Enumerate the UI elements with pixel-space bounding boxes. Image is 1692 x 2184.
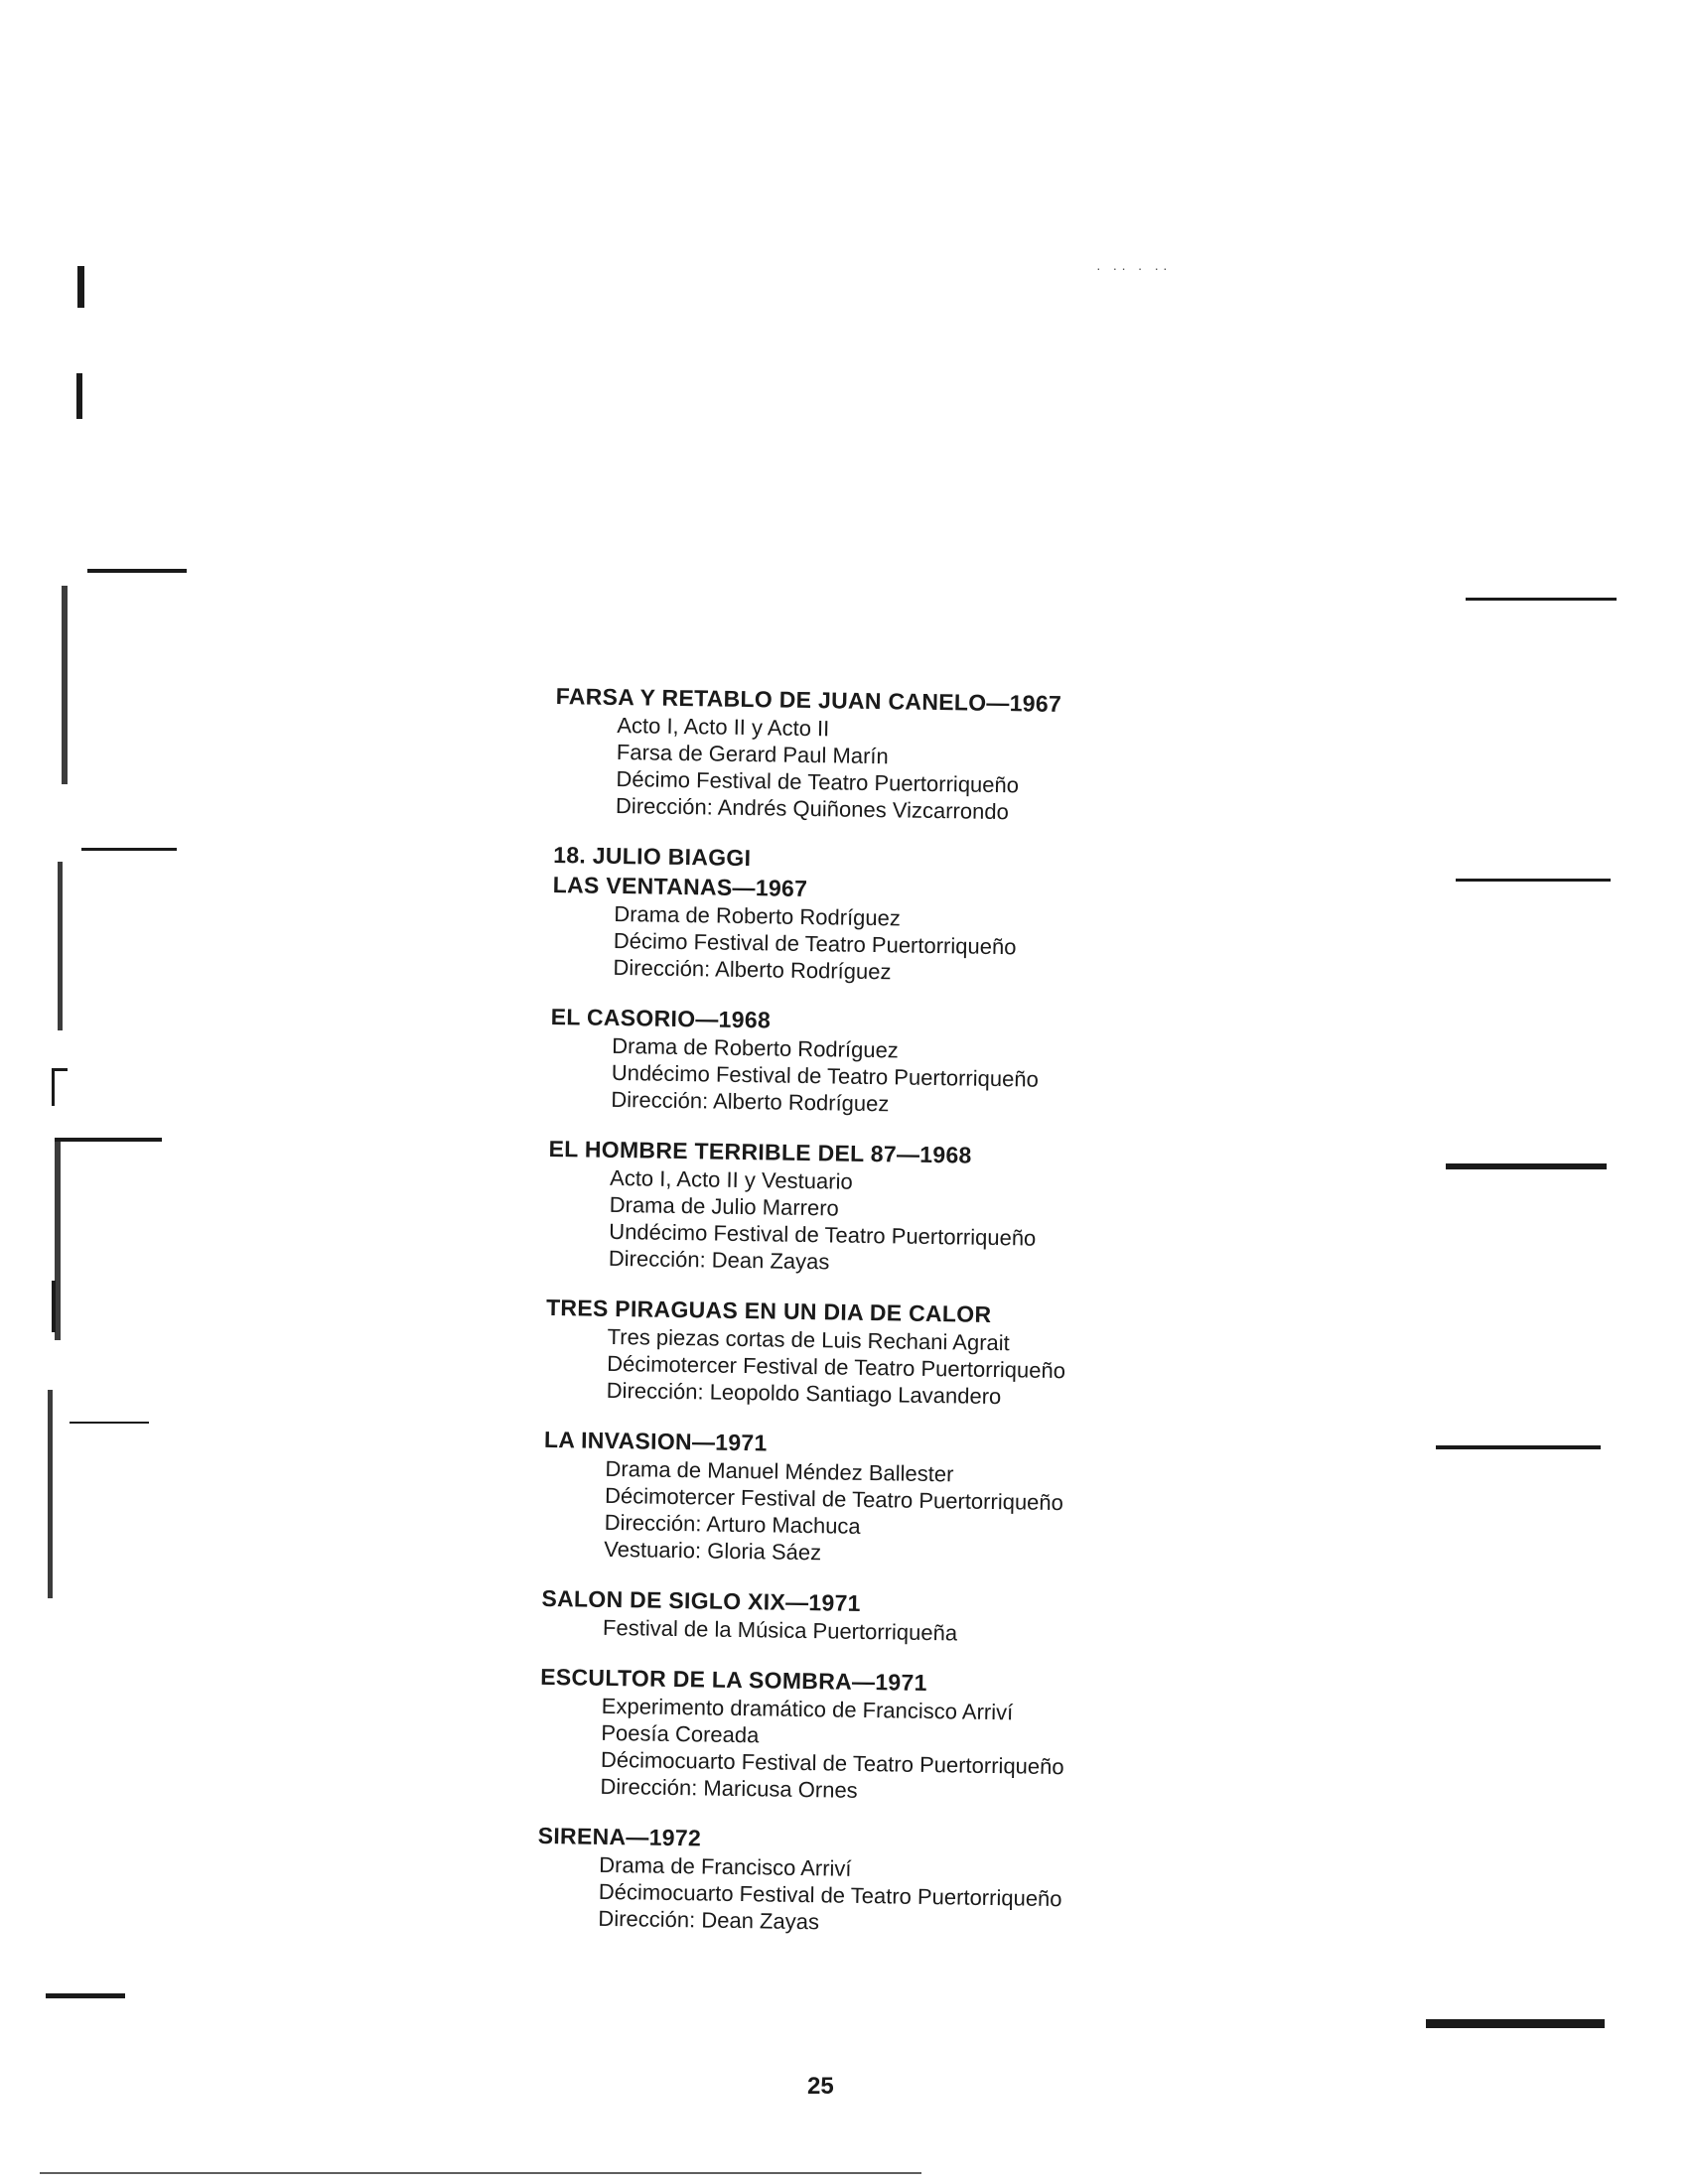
entry-line: Dirección: Dean Zayas: [608, 1245, 830, 1275]
entry-line: Drama de Roberto Rodríguez: [614, 900, 902, 931]
entry-title: SIRENA—1972: [537, 1822, 702, 1851]
scan-mark: [40, 2172, 921, 2174]
entry-line: Drama de Manuel Méndez Ballester: [605, 1455, 954, 1487]
entry-title: LA INVASION—1971: [543, 1426, 768, 1456]
entry: [545, 1293, 1302, 1415]
entry-line: Décimotercer Festival de Teatro Puertorriqueño: [604, 1482, 1064, 1516]
scan-mark: [70, 1422, 149, 1424]
entry-line: Farsa de Gerard Paul Marín: [616, 739, 889, 769]
scan-mark: [87, 569, 187, 573]
scan-mark: [58, 862, 63, 1030]
entry-line: Décimo Festival de Teatro Puertorriqueño: [613, 927, 1017, 960]
entry-line: Acto I, Acto II y Vestuario: [609, 1164, 853, 1194]
entry: [536, 1821, 1293, 1943]
entry-line: Festival de la Música Puertorriqueña: [602, 1614, 958, 1646]
entry-title: ESCULTOR DE LA SOMBRA—1971: [540, 1663, 927, 1696]
scan-mark: [46, 1993, 125, 1998]
scan-smudge: · ·· · ··: [1096, 260, 1172, 276]
entry-line: Dirección: Alberto Rodríguez: [613, 954, 892, 985]
entry-line: Dirección: Alberto Rodríguez: [611, 1086, 890, 1117]
entry-line: Drama de Roberto Rodríguez: [612, 1032, 899, 1063]
scan-mark: [1426, 2019, 1605, 2028]
entry-line: Dirección: Leopoldo Santiago Lavandero: [606, 1377, 1002, 1410]
entry-line: Acto I, Acto II y Acto II: [617, 712, 830, 742]
entry: [542, 1425, 1299, 1573]
scan-mark: [76, 373, 82, 419]
entry-line: Décimocuarto Festival de Teatro Puertorriqueño: [598, 1878, 1062, 1912]
entry: [541, 1583, 1297, 1652]
entry-line: Experimento dramático de Francisco Arriví: [601, 1693, 1014, 1725]
scan-mark: [55, 1138, 162, 1142]
entry-title: EL HOMBRE TERRIBLE DEL 87—1968: [548, 1135, 972, 1168]
entry-line: Vestuario: Gloria Sáez: [604, 1536, 822, 1566]
entry-line: Undécimo Festival de Teatro Puertorriqueño: [611, 1059, 1040, 1092]
entry-line: Drama de Julio Marrero: [609, 1191, 839, 1221]
entry: [551, 870, 1308, 992]
entry: [547, 1134, 1304, 1283]
scan-mark: [52, 1281, 56, 1332]
entry-line: Dirección: Dean Zayas: [598, 1905, 820, 1935]
entry-title: LAS VENTANAS—1967: [552, 871, 808, 902]
entry-line: Décimo Festival de Teatro Puertorriqueño: [616, 765, 1020, 798]
scan-mark: [1456, 879, 1611, 882]
entry-line: Dirección: Andrés Quiñones Vizcarrondo: [615, 792, 1009, 825]
scan-mark: [48, 1390, 53, 1598]
entry-line: Poesía Coreada: [601, 1719, 760, 1748]
entry: [538, 1662, 1295, 1811]
scan-mark: [1436, 1445, 1601, 1449]
scan-mark: [52, 1068, 55, 1106]
entry-title: TRES PIRAGUAS EN UN DIA DE CALOR: [545, 1294, 992, 1327]
page-number: 25: [807, 2073, 834, 2100]
entry: [549, 1002, 1306, 1124]
scan-mark: [77, 266, 84, 308]
entry-line: Drama de Francisco Arriví: [599, 1851, 852, 1881]
scan-mark: [62, 586, 68, 784]
scan-mark: [1446, 1163, 1607, 1169]
entry-line: Undécimo Festival de Teatro Puertorriqueño: [609, 1218, 1037, 1251]
production-list: [536, 681, 1311, 1943]
section-heading: 18. JULIO BIAGGI: [553, 841, 752, 872]
scan-mark: [1466, 598, 1617, 601]
entry-title: EL CASORIO—1968: [550, 1003, 772, 1033]
entry-title: FARSA Y RETABLO DE JUAN CANELO—1967: [555, 682, 1062, 717]
entry-title: SALON DE SIGLO XIX—1971: [541, 1584, 861, 1616]
entry-line: Décimocuarto Festival de Teatro Puertorriqueño: [600, 1746, 1064, 1780]
entry-line: Décimotercer Festival de Teatro Puertorriqueño: [607, 1350, 1066, 1384]
entry-line: Tres piezas cortas de Luis Rechani Agrait: [607, 1323, 1010, 1356]
entry: [554, 681, 1311, 830]
entry-line: Dirección: Arturo Machuca: [604, 1509, 861, 1539]
scan-mark: [81, 848, 177, 851]
entry-line: Dirección: Maricusa Ornes: [600, 1773, 858, 1803]
